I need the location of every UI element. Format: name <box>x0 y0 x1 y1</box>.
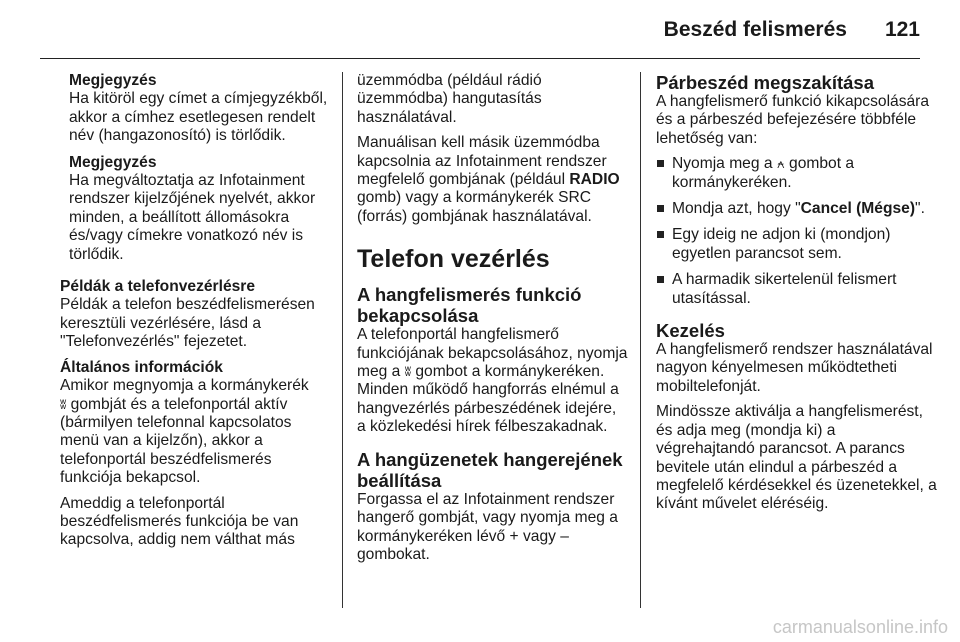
continued-text: üzemmódba (például rádió üzemmódba) hangutasítás használatával. <box>357 72 542 126</box>
examples-heading: Példák a telefonvezérlésre <box>60 278 256 296</box>
activate-text: A telefonportál hangfelismerő funkciójának bekapcsolásához, nyomja meg a ʬ gombot a kormánykeréken. Minden működő hangforrás elnémul a hangvezérlés párbeszédének idejére, a közlekedési hírek félbeszakadnak. <box>357 326 628 436</box>
interrupt-heading: Párbeszéd megszakítása <box>656 72 875 93</box>
handling-text-2: Mindössze aktiválja a hangfelismerést, és adja meg (mondja ki) a végrehajtandó parancsot. A parancs bevitele után elindul a párbeszéd a megfelelő kérdésekkel és üzenetekkel, a kívánt művelet eléréséig. <box>656 403 937 513</box>
list-item: Mondja azt, hogy "Cancel (Mégse)". <box>656 200 938 218</box>
note-1 <box>60 72 330 146</box>
note-2 <box>60 154 330 264</box>
bullet-square <box>657 276 664 283</box>
voice-control-icon: ʬ <box>404 364 411 380</box>
page-title: Beszéd felismerés <box>663 18 847 41</box>
bullet-square <box>657 231 664 238</box>
note-title: Megjegyzés <box>69 153 157 171</box>
radio-button-label: RADIO <box>569 171 620 189</box>
column-divider-2 <box>640 72 641 608</box>
column-1 <box>60 72 330 557</box>
general-info-text-2: Ameddig a telefonportál beszédfelismerés funkciója be van kapcsolva, addig nem válthat más <box>60 494 299 549</box>
examples-text: Példák a telefon beszédfelismerésen keresztüli vezérlésére, lásd a "Telefonvezérlés" fejezetet. <box>60 296 315 351</box>
note-text: Ha megváltoztatja az Infotainment rendszer kijelzőjének nyelvét, akkor minden, a beállított állomásokra és/vagy címekre vonatkozó név is törlődik. <box>69 172 316 263</box>
list-item: Nyomja meg a ⍲ gombot a kormánykeréken. <box>656 155 938 192</box>
volume-text: Forgassa el az Infotainment rendszer hangerő gombját, vagy nyomja meg a kormánykeréken lévő + vagy – gombokat. <box>357 490 618 563</box>
section-title: Telefon vezérlés <box>357 245 550 274</box>
activate-heading: A hangfelismerés funkció bekapcsolása <box>357 284 582 327</box>
cancel-command: Cancel (Mégse) <box>800 200 916 218</box>
list-item: Egy ideig ne adjon ki (mondjon) egyetlen parancsot sem. <box>656 226 938 263</box>
handling-heading: Kezelés <box>656 320 725 342</box>
page-number: 121 <box>884 18 920 41</box>
page-header <box>664 18 920 42</box>
handling-text-1: A hangfelismerő rendszer használatával nagyon kényelmesen működtetheti mobiltelefonját. <box>656 341 933 395</box>
column-divider-1 <box>342 72 343 608</box>
column-3 <box>656 72 938 521</box>
end-call-icon: ⍲ <box>776 156 785 172</box>
volume-heading: A hangüzenetek hangerejének beállítása <box>357 448 623 491</box>
interrupt-list <box>656 155 938 308</box>
note-text: Ha kitöröl egy címet a címjegyzékből, akkor a címhez esetlegesen rendelt név (hangazonosító) is törlődik. <box>69 90 328 145</box>
list-item: A harmadik sikertelenül felismert utasítással. <box>656 271 938 308</box>
interrupt-text: A hangfelismerő funkció kikapcsolására és a párbeszéd befejezésére többféle lehetőség van: <box>656 93 930 147</box>
bullet-square <box>657 205 664 212</box>
bullet-square <box>657 160 664 167</box>
header-divider <box>40 58 920 59</box>
voice-control-icon: ʬ <box>60 396 67 412</box>
column-2 <box>357 72 629 571</box>
general-info-heading: Általános információk <box>60 358 223 376</box>
note-title: Megjegyzés <box>69 72 157 89</box>
general-info-text: Amikor megnyomja a kormánykerék ʬ gombját és a telefonportál aktív (bármilyen telefonnal kapcsolatos menü van a kijelzőn), akkor a telefonportál beszédfelismerés funkciója bekapcsol. <box>60 377 309 487</box>
watermark: carmanualsonline.info <box>772 617 948 637</box>
manual-switch-text: Manuálisan kell másik üzemmódba kapcsolnia az Infotainment rendszer megfelelő gombjának (például RADIO gomb) vagy a kormánykerék SRC (forrás) gombjának használatával. <box>357 134 620 225</box>
